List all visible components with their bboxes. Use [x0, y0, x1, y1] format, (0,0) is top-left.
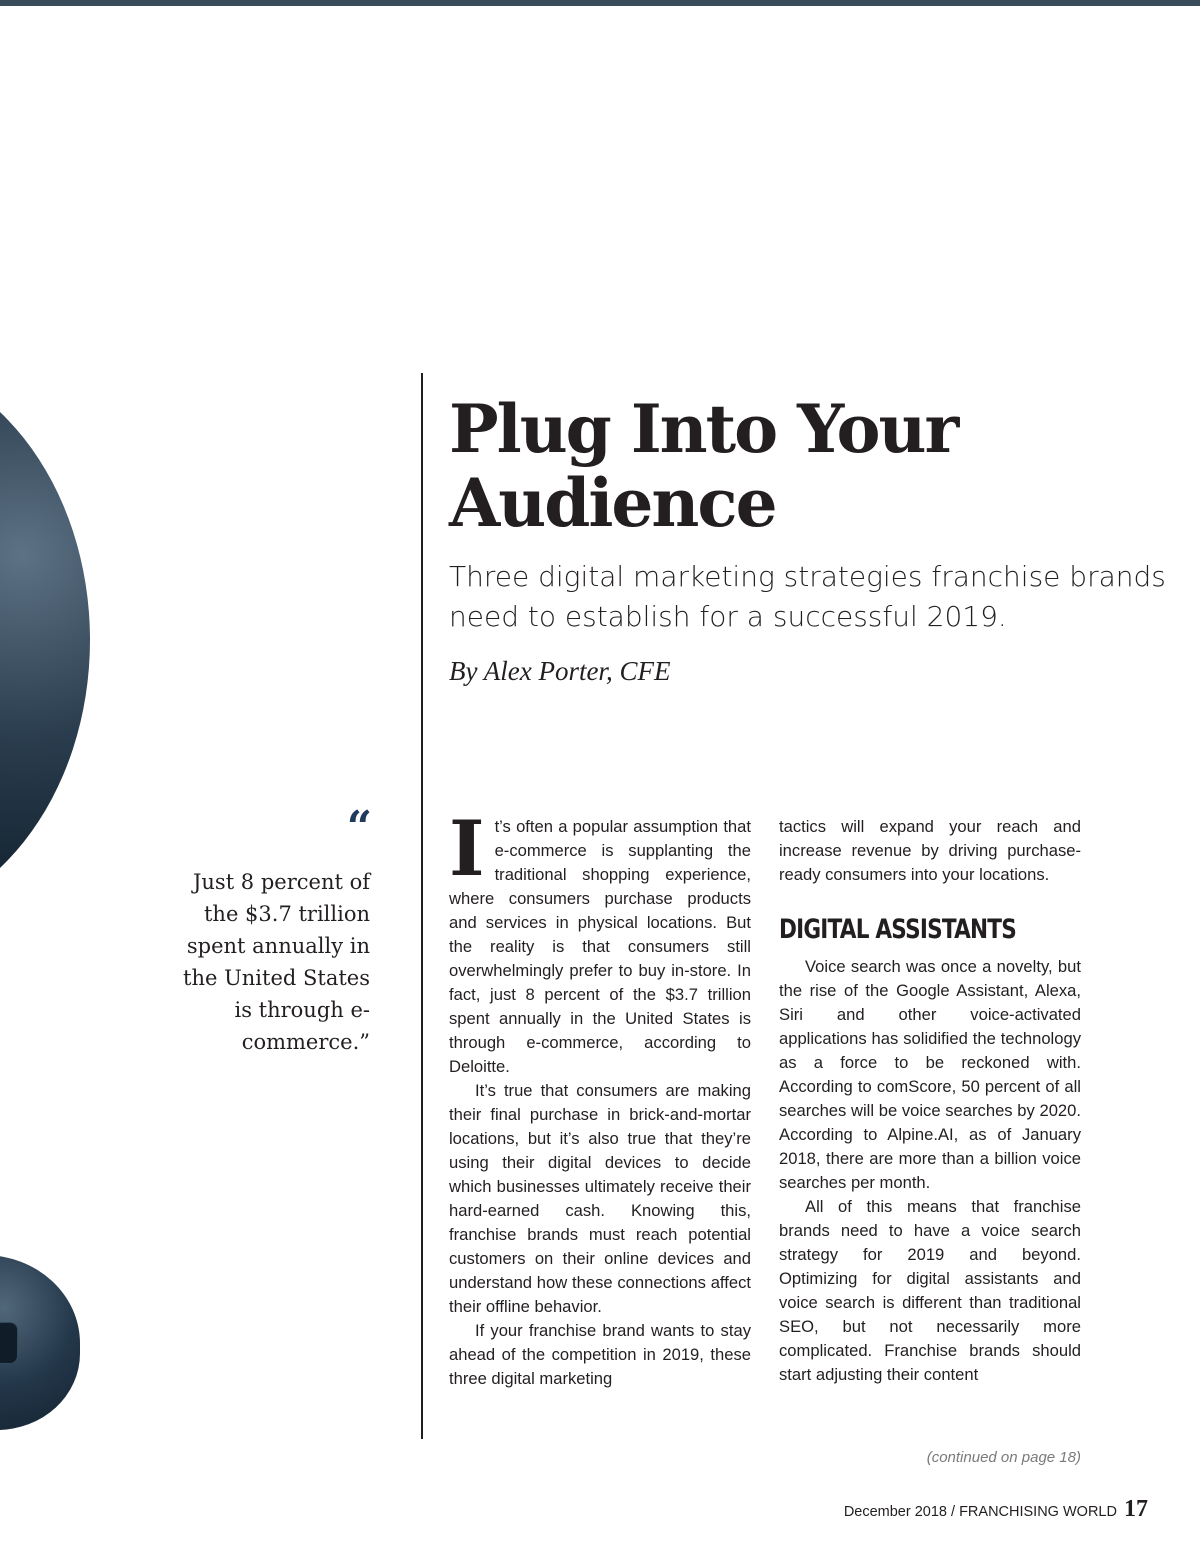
body-paragraph: All of this means that franchise brands need to have a voice search strategy for 2019 and beyond. Optimizing for digital assistants and voice search is different than traditional SEO, but not necessarily more complicated. Franchise brands should start adjusting their content — [779, 1197, 1081, 1384]
paragraph-text: t’s often a popular assumption that e-commerce is supplanting the traditional shopping experience, where consumers purchase products and services in physical locations. But the reality is that consumers still overwhelmingly prefer to buy in-store. In fact, just 8 percent of the $3.7 trillion spent annually in the United States is through e-commerce, according to Deloitte. — [449, 817, 751, 1076]
article-byline: By Alex Porter, CFE — [449, 656, 671, 686]
top-border-bar — [0, 0, 1200, 6]
page-number: 17 — [1124, 1496, 1148, 1522]
body-paragraph: Voice search was once a novelty, but the rise of the Google Assistant, Alexa, Siri and other voice-activated applications has solidified the technology as a force to be reckoned with. According to comScore, 50 percent of all searches will be voice searches by 2020. According to Alpine.AI, as of January 2018, there are more than a billion voice searches per month. — [779, 957, 1081, 1192]
body-paragraph: It’s true that consumers are making their final purchase in brick-and-mortar locations, but it’s also true that they’re using their digital devices to decide which businesses ultimately receive their hard-earned cash. Knowing this, franchise brands must reach potential customers on their online devices and understand how these connections affect their offline behavior. — [449, 1081, 751, 1316]
section-heading: DIGITAL ASSISTANTS — [779, 914, 1016, 945]
pull-quote: Just 8 percent of the $3.7 trillion spent annually in the United States is through e-commerce.” — [183, 870, 370, 1054]
page-footer — [844, 1496, 1148, 1523]
article-title: Plug Into Your Audience — [449, 390, 958, 542]
body-paragraph: If your franchise brand wants to stay ahead of the competition in 2019, these three digital marketing — [449, 1321, 751, 1388]
smart-speaker-image — [0, 355, 90, 925]
continued-note: (continued on page 18) — [926, 1449, 1081, 1466]
body-paragraph — [449, 804, 751, 1079]
body-paragraph: tactics will expand your reach and increase revenue by driving purchase-ready consumers into your locations. — [779, 817, 1081, 884]
article-subtitle: Three digital marketing strategies franchise brands need to establish for a successful 2019. — [449, 560, 1166, 633]
quote-mark-icon: “ — [346, 802, 372, 853]
drop-cap: I — [449, 804, 485, 893]
footer-issue: December 2018 / FRANCHISING WORLD — [843, 1504, 1117, 1520]
speaker-button-image — [0, 1322, 18, 1364]
body-column-2 — [779, 815, 1081, 1387]
body-column-1 — [449, 804, 751, 1391]
column-divider-rule — [421, 373, 423, 1439]
